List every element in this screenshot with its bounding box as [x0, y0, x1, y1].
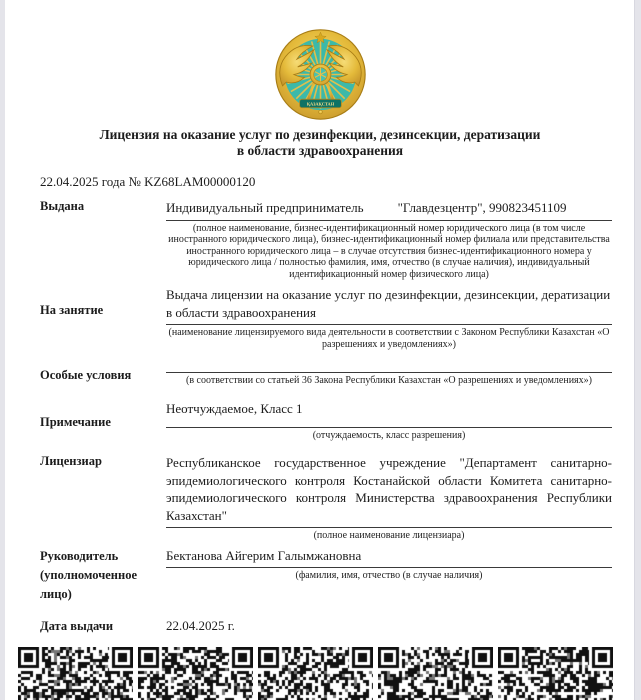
qr-code-4 — [378, 647, 493, 700]
field-label: Дата выдачи — [40, 618, 114, 633]
qr-code-1 — [18, 647, 133, 700]
field-label: Выдана — [40, 199, 85, 213]
document-title-line1: Лицензия на оказание услуг по дезинфекции, дезинсекции, дератизации — [99, 127, 541, 142]
field-vydana — [6, 199, 634, 280]
field-note: (наименование лицензируемого вида деятельности в соответствии с Законом Республики Казахстан «О разрешениях и уведомлениях») — [168, 327, 610, 351]
field-note: (отчуждаемость, класс разрешения) — [312, 429, 466, 441]
field-primechanie — [6, 400, 634, 441]
field-note: (полное наименование, бизнес-идентификационный номер юридического лица (в том числе иностранного юридического лица), бизнес-идентификационный номер филиала или представительства иностранного юридического лица – в случае отсутствия бизнес-идентификационного номера у юридического лица / полностью фамилия, имя, отчество (в случае наличия), индивидуальный идентификационный номер физического лица) — [168, 222, 610, 280]
field-label — [40, 547, 166, 604]
emblem-banner-text: ҚАЗАҚСТАН — [306, 101, 334, 107]
qr-code-2 — [138, 647, 253, 700]
licensee-type: Индивидуальный предприниматель — [166, 200, 364, 215]
field-note: (фамилия, имя, отчество (в случае наличия) — [295, 570, 483, 582]
field-rule — [166, 324, 612, 325]
field-osobye-usloviya — [6, 366, 634, 387]
field-label: На занятие — [40, 303, 104, 318]
document-title — [6, 127, 634, 158]
field-rule — [166, 220, 612, 221]
field-rule — [166, 527, 612, 528]
field-value: Республиканское государственное учреждение "Департамент санитарно-эпидемиологического контроля Костанайской области Комитета санитарно-эпидемиологического контроля Министерства здравоохранения Республики Казахстан" — [166, 455, 612, 523]
qr-code-5 — [498, 647, 613, 700]
field-note: (в соответствии со статьей 36 Закона Республики Казахстан «О разрешениях и уведомлениях») — [186, 374, 592, 386]
qr-code-3 — [258, 647, 373, 700]
field-licenziar — [6, 454, 634, 542]
field-rule — [166, 427, 612, 428]
kazakhstan-emblem-icon — [272, 27, 369, 122]
field-data-vydachi — [6, 617, 634, 635]
emblem-wrap — [6, 27, 634, 122]
field-value: Бектанова Айгерим Галымжановна — [166, 547, 362, 563]
license-document — [6, 0, 634, 700]
qr-code-row — [18, 647, 613, 700]
field-value: Неотчуждаемое, Класс 1 — [166, 401, 303, 417]
field-label-line2: (уполномоченное лицо) — [40, 567, 138, 601]
page-edge-right — [634, 0, 641, 700]
document-title-line2: в области здравоохранения — [236, 142, 404, 158]
field-label: Лицензиар — [40, 454, 102, 469]
field-label-line1: Руководитель — [40, 548, 119, 563]
field-label: Особые условия — [40, 367, 132, 382]
field-note: (полное наименование лицензиара) — [313, 530, 465, 542]
field-rule — [166, 372, 612, 373]
field-rukovoditel — [6, 547, 634, 604]
licensee-name-bin: "Главдезцентр", 990823451109 — [397, 200, 567, 215]
field-na-zanyatie — [6, 286, 634, 350]
field-rule — [166, 567, 612, 568]
field-value — [166, 199, 612, 217]
page-edge-left — [0, 0, 5, 700]
license-date-number: 22.04.2025 года № KZ68LAM00000120 — [40, 174, 256, 189]
field-value: 22.04.2025 г. — [166, 617, 235, 633]
field-value: Выдача лицензии на оказание услуг по дезинфекции, дезинсекции, дератизации в области здравоохранения — [166, 287, 611, 320]
field-label: Примечание — [40, 415, 111, 430]
